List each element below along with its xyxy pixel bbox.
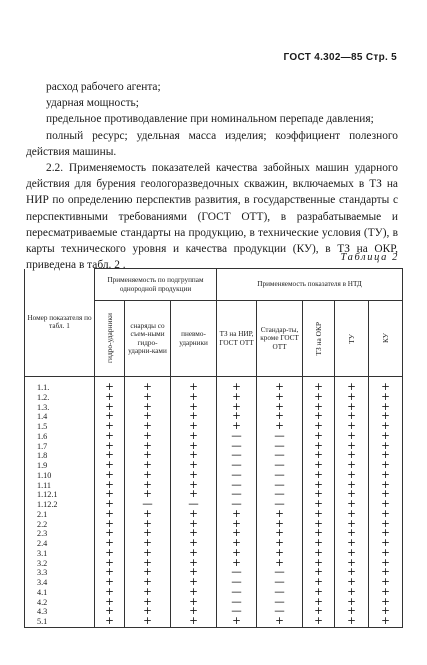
table-cell: +: [257, 377, 303, 393]
table-row: [25, 461, 403, 471]
table-cell: +: [303, 442, 335, 452]
row-number: 2.1: [25, 510, 95, 520]
table-row: [25, 568, 403, 578]
table-cell: +: [335, 403, 369, 413]
table-cell: +: [303, 520, 335, 530]
table-cell: +: [257, 393, 303, 403]
table-row: [25, 432, 403, 442]
table-row: [25, 500, 403, 510]
table-cell: +: [257, 529, 303, 539]
table-cell: —: [171, 500, 217, 510]
table-cell: +: [335, 510, 369, 520]
table-cell: —: [257, 432, 303, 442]
table-cell: +: [217, 559, 257, 569]
table-cell: +: [95, 529, 125, 539]
table-cell: +: [369, 549, 403, 559]
table-cell: +: [303, 451, 335, 461]
table-cell: +: [257, 422, 303, 432]
table-cell: —: [257, 481, 303, 491]
table-row: [25, 559, 403, 569]
header-removable-hydro: снаряды со съем-ными гидро-ударни-ками: [125, 301, 171, 377]
table-cell: —: [257, 500, 303, 510]
table-cell: —: [257, 607, 303, 617]
table-cell: +: [171, 539, 217, 549]
header-pneumo-hammers: пневмо-ударники: [171, 301, 217, 377]
row-number: 1.11: [25, 481, 95, 491]
table-cell: +: [369, 510, 403, 520]
table-cell: +: [95, 598, 125, 608]
row-number: 5.1: [25, 617, 95, 627]
table-cell: +: [369, 442, 403, 452]
table-cell: +: [257, 617, 303, 627]
table-cell: +: [303, 422, 335, 432]
table-cell: +: [257, 412, 303, 422]
table-cell: +: [303, 377, 335, 393]
table-cell: +: [125, 529, 171, 539]
table-cell: +: [257, 549, 303, 559]
table-cell: +: [171, 471, 217, 481]
table-cell: +: [303, 412, 335, 422]
table-cell: +: [125, 393, 171, 403]
table-cell: +: [303, 490, 335, 500]
row-number: 1.2.: [25, 393, 95, 403]
table-cell: +: [217, 520, 257, 530]
table-cell: —: [217, 490, 257, 500]
table-cell: +: [217, 403, 257, 413]
table-cell: +: [335, 617, 369, 627]
table-cell: +: [369, 539, 403, 549]
table-cell: +: [303, 559, 335, 569]
table-cell: +: [95, 549, 125, 559]
table-cell: +: [95, 461, 125, 471]
table-cell: —: [257, 568, 303, 578]
table-cell: +: [369, 461, 403, 471]
table-row: [25, 442, 403, 452]
table-cell: +: [171, 568, 217, 578]
table-cell: +: [171, 578, 217, 588]
table-row: [25, 412, 403, 422]
row-number: 2.2: [25, 520, 95, 530]
text-line: расход рабочего агента;: [46, 81, 161, 93]
table-cell: +: [369, 471, 403, 481]
table-cell: +: [95, 539, 125, 549]
table-cell: +: [257, 520, 303, 530]
table-row: [25, 393, 403, 403]
table-cell: +: [335, 451, 369, 461]
table-cell: +: [335, 598, 369, 608]
table-cell: +: [95, 412, 125, 422]
table-cell: +: [369, 617, 403, 627]
table-body: [25, 377, 403, 628]
table-cell: +: [335, 568, 369, 578]
table-cell: +: [95, 607, 125, 617]
table-cell: +: [125, 490, 171, 500]
table-cell: +: [125, 617, 171, 627]
table-cell: +: [217, 529, 257, 539]
table-row: [25, 510, 403, 520]
table-cell: +: [125, 422, 171, 432]
table-cell: +: [171, 529, 217, 539]
page-header: ГОСТ 4.302—85 Стр. 5: [283, 52, 397, 63]
table-cell: +: [125, 588, 171, 598]
row-number: 1.12.2: [25, 500, 95, 510]
table-row: [25, 578, 403, 588]
table-cell: +: [125, 461, 171, 471]
table-cell: +: [369, 403, 403, 413]
table-row: [25, 617, 403, 627]
table-row: [25, 520, 403, 530]
table-cell: +: [125, 559, 171, 569]
table-cell: —: [257, 588, 303, 598]
header-hydro-hammers: гидро-ударники: [95, 301, 125, 377]
table-cell: +: [95, 588, 125, 598]
table-cell: —: [257, 598, 303, 608]
table-cell: +: [335, 529, 369, 539]
table-row: [25, 422, 403, 432]
table-row: [25, 598, 403, 608]
table-cell: +: [217, 393, 257, 403]
table-cell: +: [303, 510, 335, 520]
table-cell: —: [257, 451, 303, 461]
row-number: 1.9: [25, 461, 95, 471]
table-cell: +: [303, 588, 335, 598]
table-cell: +: [335, 377, 369, 393]
table-cell: —: [257, 490, 303, 500]
table-cell: +: [335, 471, 369, 481]
table-cell: +: [335, 461, 369, 471]
table-cell: +: [95, 377, 125, 393]
table-row: [25, 490, 403, 500]
table-cell: +: [303, 549, 335, 559]
table-row: [25, 451, 403, 461]
row-number: 1.1.: [25, 377, 95, 393]
table-cell: +: [303, 578, 335, 588]
row-number: 3.4: [25, 578, 95, 588]
table-cell: +: [335, 520, 369, 530]
table-cell: +: [335, 559, 369, 569]
header-group-subgroups: Применяемость по подгруппам однородной продукции: [95, 269, 217, 301]
table-row: [25, 607, 403, 617]
row-number: 3.2: [25, 559, 95, 569]
table-cell: +: [95, 578, 125, 588]
table-cell: +: [95, 500, 125, 510]
table-cell: +: [369, 588, 403, 598]
table-cell: +: [95, 510, 125, 520]
table-cell: +: [171, 403, 217, 413]
table-cell: +: [335, 481, 369, 491]
table-cell: +: [171, 481, 217, 491]
table-cell: +: [171, 607, 217, 617]
table-cell: +: [95, 403, 125, 413]
table-cell: +: [369, 451, 403, 461]
table-cell: +: [95, 559, 125, 569]
table-cell: +: [369, 490, 403, 500]
table-cell: +: [125, 549, 171, 559]
table-cell: +: [369, 481, 403, 491]
header-indicator-number: Номер показателя по табл. 1: [25, 269, 95, 377]
table-cell: —: [217, 578, 257, 588]
paragraph-resource: полный ресурс; удельная масса изделия; коэффициент полезного действия машины.: [26, 129, 398, 158]
table-cell: +: [303, 617, 335, 627]
table-cell: +: [257, 559, 303, 569]
table-row: [25, 403, 403, 413]
table-cell: +: [125, 598, 171, 608]
header-tz-okr: ТЗ на ОКР: [303, 301, 335, 377]
row-number: 4.1: [25, 588, 95, 598]
row-number: 3.3: [25, 568, 95, 578]
table-cell: +: [217, 539, 257, 549]
table-cell: +: [125, 403, 171, 413]
table-cell: +: [335, 607, 369, 617]
table-cell: +: [369, 559, 403, 569]
table-cell: +: [171, 559, 217, 569]
header-tu: ТУ: [335, 301, 369, 377]
table-cell: +: [335, 422, 369, 432]
table-cell: —: [217, 451, 257, 461]
table-cell: +: [335, 549, 369, 559]
table-cell: +: [171, 432, 217, 442]
table-cell: —: [217, 588, 257, 598]
table-cell: +: [95, 520, 125, 530]
row-number: 1.7: [25, 442, 95, 452]
table-cell: +: [171, 422, 217, 432]
table-cell: +: [303, 471, 335, 481]
table-row: [25, 471, 403, 481]
table-cell: —: [257, 442, 303, 452]
row-number: 2.4: [25, 539, 95, 549]
row-number: 1.3.: [25, 403, 95, 413]
table-cell: +: [125, 442, 171, 452]
table-cell: +: [125, 568, 171, 578]
row-number: 1.6: [25, 432, 95, 442]
table-cell: +: [171, 451, 217, 461]
row-number: 1.10: [25, 471, 95, 481]
table-cell: +: [171, 490, 217, 500]
table-cell: +: [303, 539, 335, 549]
table-cell: —: [217, 500, 257, 510]
table-cell: +: [95, 481, 125, 491]
table-cell: +: [125, 432, 171, 442]
table-cell: +: [369, 568, 403, 578]
table-cell: —: [217, 607, 257, 617]
table-cell: +: [303, 393, 335, 403]
header-ku: КУ: [369, 301, 403, 377]
table-cell: +: [125, 471, 171, 481]
table-cell: —: [217, 432, 257, 442]
table-cell: —: [257, 471, 303, 481]
table-cell: +: [335, 578, 369, 588]
row-number: 4.3: [25, 607, 95, 617]
paragraph-2-2: 2.2. Применяемость показателей качества забойных машин ударного действия для бурения геологоразведочных скважин, включаемых в ТЗ на НИР по определению перспектив развития, в государственные стандарты с перспективными требованиями (ГОСТ ОТТ), в разрабатываемые и пересматриваемые стандарты на продукцию, в технические условия (ТУ), в карты технического уровня и качества продукции (КУ), в ТЗ на ОКР, приведена в табл. 2 .: [26, 162, 398, 272]
table-cell: +: [369, 412, 403, 422]
table-cell: —: [217, 442, 257, 452]
table-cell: +: [171, 442, 217, 452]
table-cell: +: [171, 461, 217, 471]
table-cell: +: [335, 432, 369, 442]
table-cell: +: [217, 377, 257, 393]
table-cell: +: [95, 617, 125, 627]
table-cell: +: [303, 607, 335, 617]
table-cell: +: [369, 578, 403, 588]
table-cell: +: [171, 549, 217, 559]
table-cell: +: [125, 481, 171, 491]
table-cell: +: [95, 451, 125, 461]
body-text: [26, 79, 398, 273]
table-cell: +: [125, 520, 171, 530]
table-cell: +: [303, 598, 335, 608]
table-row: [25, 588, 403, 598]
table-cell: +: [369, 500, 403, 510]
table-cell: +: [303, 461, 335, 471]
table-cell: +: [369, 529, 403, 539]
table-row: [25, 481, 403, 491]
table-cell: +: [217, 422, 257, 432]
table-cell: —: [217, 568, 257, 578]
table-cell: +: [335, 393, 369, 403]
table-cell: +: [369, 377, 403, 393]
header-standards: Стандар-ты, кроме ГОСТ ОТТ: [257, 301, 303, 377]
table-cell: +: [171, 617, 217, 627]
table-cell: +: [171, 412, 217, 422]
table-cell: +: [217, 412, 257, 422]
text-line: ударная мощность;: [46, 97, 139, 110]
header-group-ntd: Применяемость показателя в НТД: [217, 269, 403, 301]
table-cell: +: [369, 598, 403, 608]
table-cell: —: [217, 598, 257, 608]
header-tz-nir: ТЗ на НИР, ГОСТ ОТТ: [217, 301, 257, 377]
table-cell: —: [257, 578, 303, 588]
table-row: [25, 539, 403, 549]
table-cell: +: [95, 393, 125, 403]
table-cell: +: [257, 403, 303, 413]
table-cell: +: [125, 578, 171, 588]
table-cell: +: [335, 539, 369, 549]
row-number: 1.12.1: [25, 490, 95, 500]
row-number: 1.8: [25, 451, 95, 461]
table-cell: +: [303, 529, 335, 539]
table-cell: +: [335, 412, 369, 422]
table-cell: +: [303, 568, 335, 578]
paragraph-pressure: предельное противодавление при номинальном перепаде давления;: [46, 113, 374, 126]
table-row: [25, 529, 403, 539]
table-cell: +: [369, 422, 403, 432]
table-cell: +: [95, 471, 125, 481]
table-cell: +: [217, 510, 257, 520]
table-cell: +: [303, 500, 335, 510]
table-cell: +: [171, 510, 217, 520]
table-cell: +: [369, 520, 403, 530]
table-cell: +: [125, 510, 171, 520]
table-cell: +: [125, 412, 171, 422]
table-cell: +: [369, 393, 403, 403]
table-cell: —: [217, 471, 257, 481]
table-cell: +: [335, 442, 369, 452]
table-cell: +: [217, 549, 257, 559]
table-cell: +: [335, 500, 369, 510]
table-cell: —: [125, 500, 171, 510]
table-cell: +: [125, 607, 171, 617]
table-row: [25, 549, 403, 559]
table-cell: +: [303, 432, 335, 442]
table-cell: +: [95, 568, 125, 578]
table-cell: +: [335, 588, 369, 598]
row-number: 4.2: [25, 598, 95, 608]
table-cell: +: [125, 539, 171, 549]
table-cell: +: [217, 617, 257, 627]
table-cell: +: [171, 588, 217, 598]
table-cell: +: [171, 598, 217, 608]
table-cell: +: [95, 442, 125, 452]
table-cell: +: [125, 377, 171, 393]
table-cell: +: [125, 451, 171, 461]
row-number: 1.5: [25, 422, 95, 432]
table-cell: +: [171, 393, 217, 403]
row-number: 2.3: [25, 529, 95, 539]
table-cell: +: [335, 490, 369, 500]
table-cell: +: [369, 607, 403, 617]
table-row: [25, 377, 403, 393]
row-number: 1.4: [25, 412, 95, 422]
table-cell: +: [171, 520, 217, 530]
table-container: [24, 268, 402, 628]
table-cell: +: [95, 490, 125, 500]
table-cell: +: [257, 510, 303, 520]
table-cell: —: [217, 481, 257, 491]
table-cell: —: [257, 461, 303, 471]
table-cell: +: [303, 403, 335, 413]
row-number: 3.1: [25, 549, 95, 559]
applicability-table: [24, 268, 403, 628]
table-cell: +: [303, 481, 335, 491]
table-cell: +: [95, 422, 125, 432]
table-cell: +: [257, 539, 303, 549]
table-cell: —: [217, 461, 257, 471]
table-cell: +: [95, 432, 125, 442]
table-caption: Таблица 2: [340, 252, 399, 263]
table-cell: +: [171, 377, 217, 393]
table-cell: +: [369, 432, 403, 442]
